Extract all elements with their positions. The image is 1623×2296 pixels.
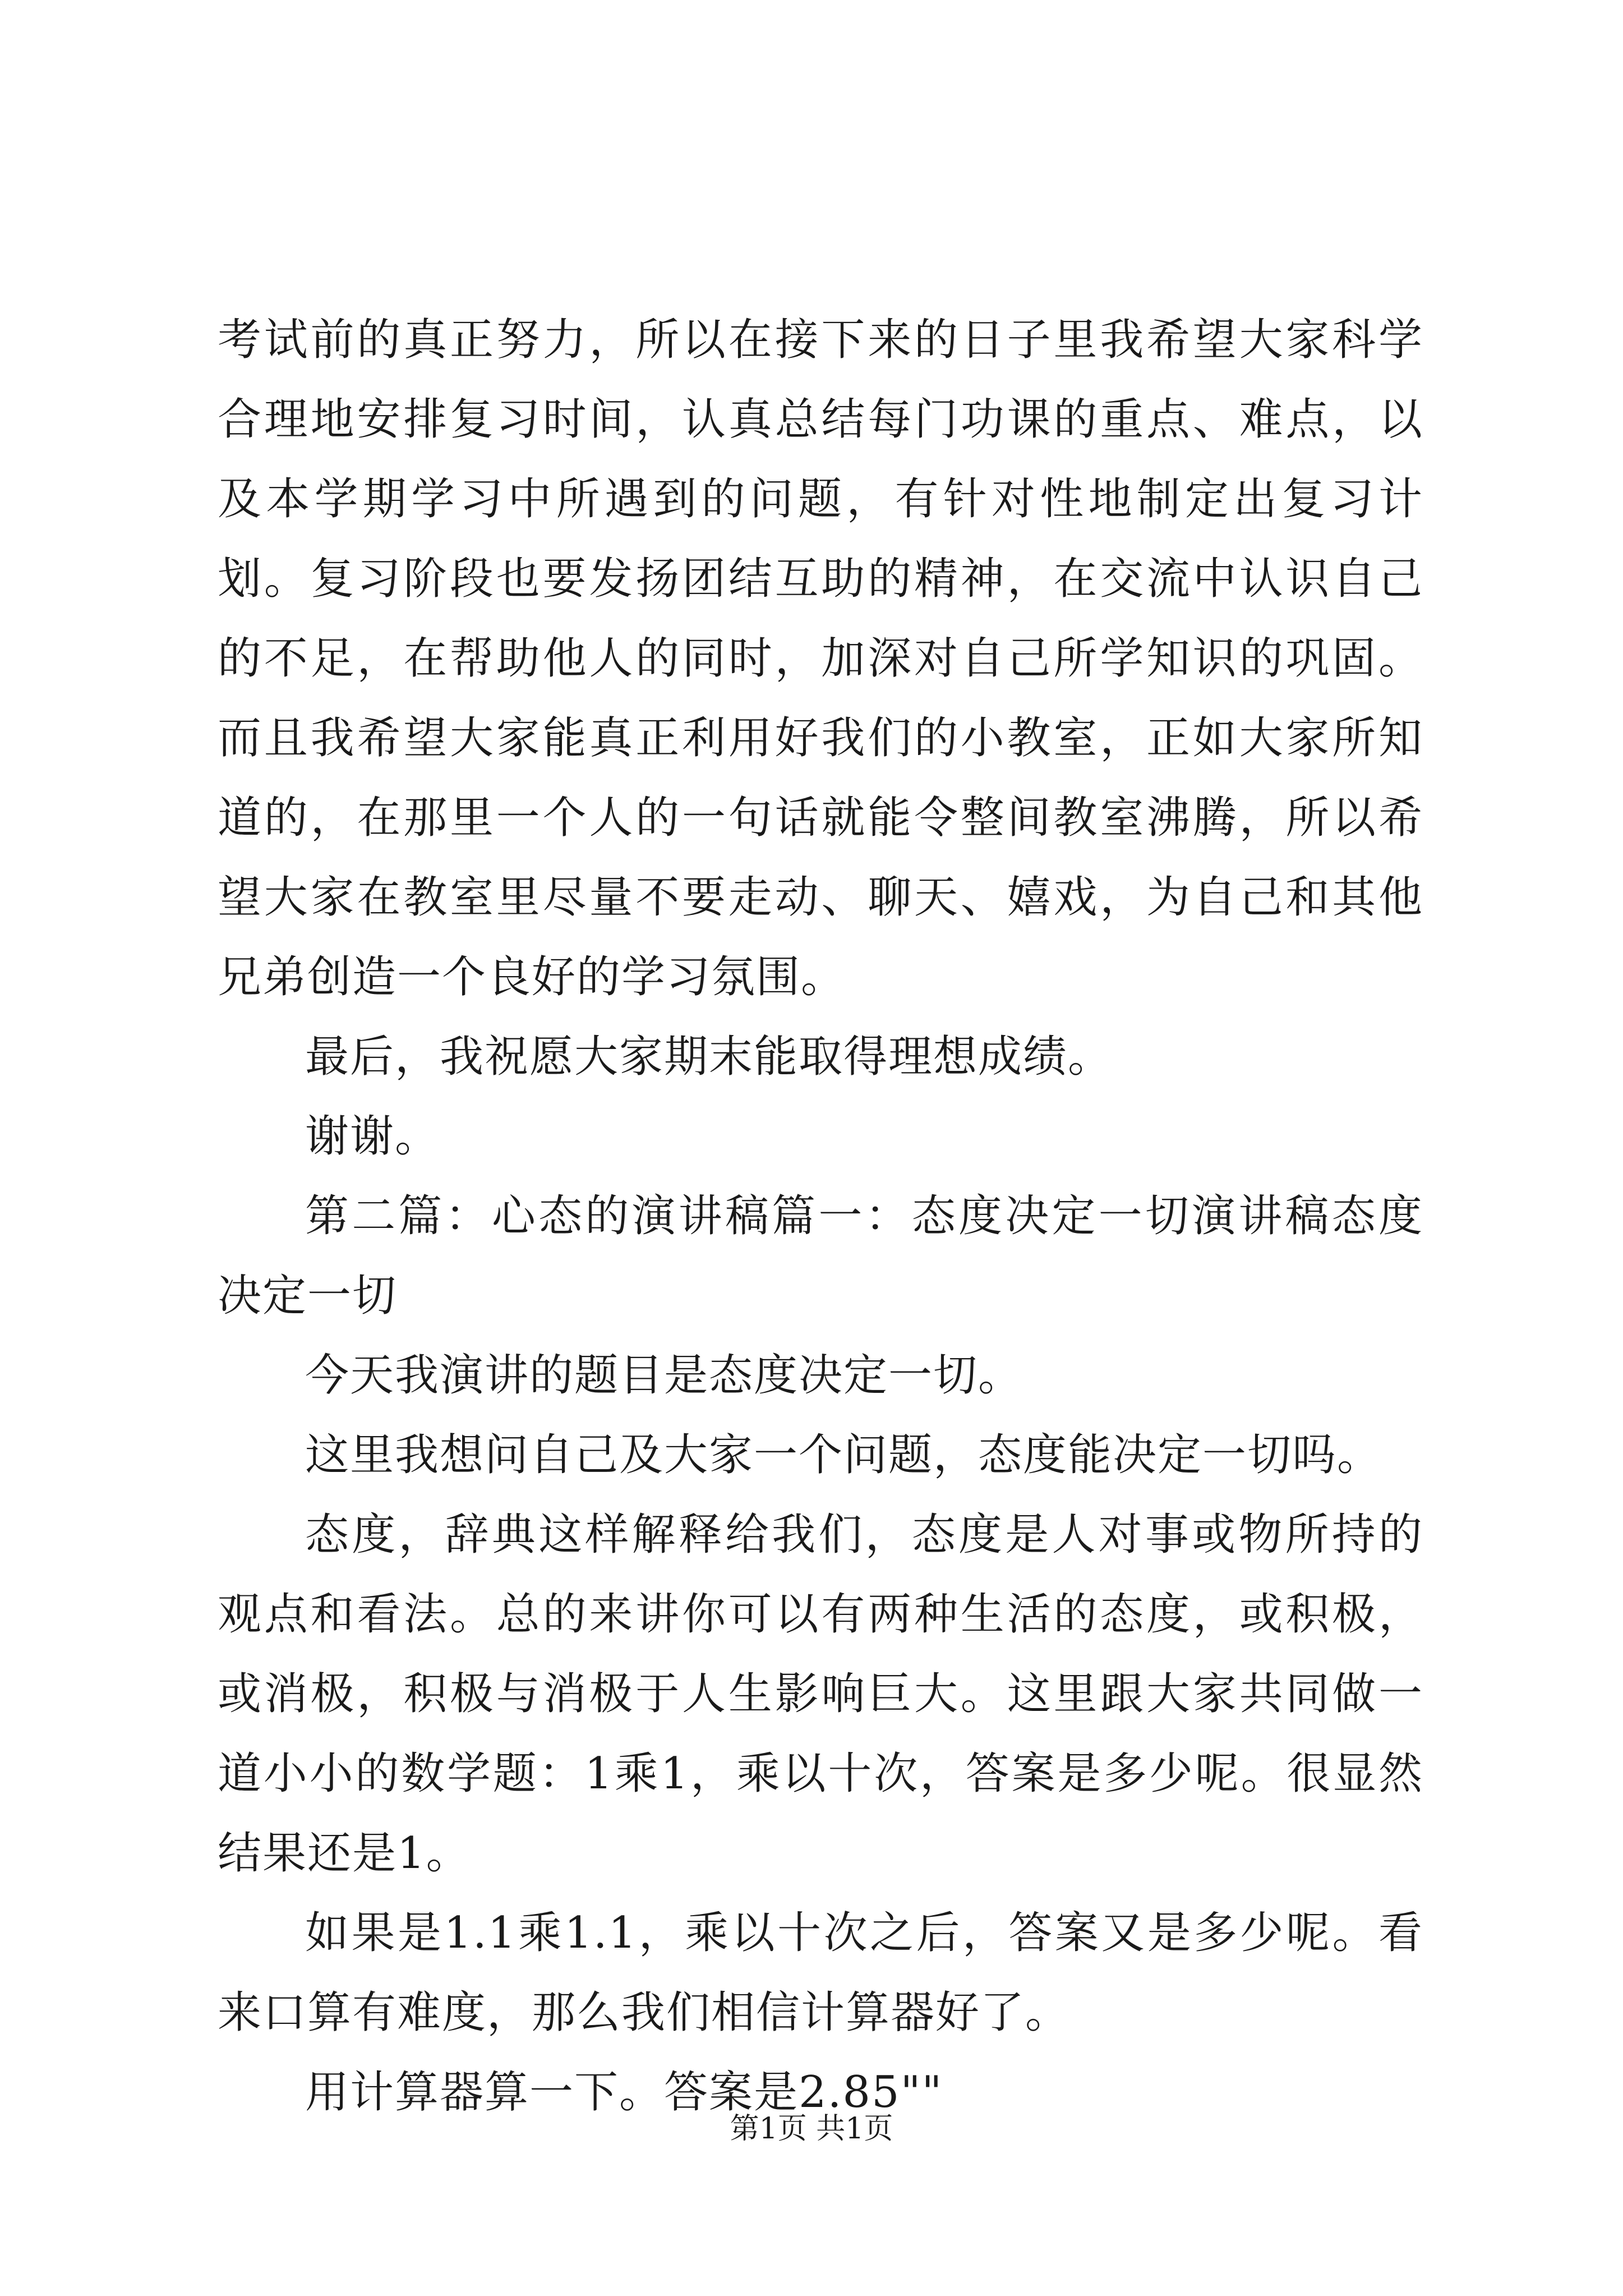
document-body	[218, 300, 1423, 2132]
paragraph-thanks: 谢谢。	[305, 1111, 440, 1162]
paragraph-closing-wish: 最后，我祝愿大家期末能取得理想成绩。	[305, 1032, 1113, 1082]
paragraph-question: 这里我想问自己及大家一个问题，态度能决定一切吗。	[305, 1430, 1382, 1480]
paragraph-calculator: 用计算器算一下。答案是2.85""	[305, 2067, 943, 2118]
section-heading-part-two: 第二篇：心态的演讲稿篇一：态度决定一切演讲稿态度决定一切	[218, 1191, 1423, 1321]
paragraph-continuation: 考试前的真正努力，所以在接下来的日子里我希望大家科学合理地安排复习时间，认真总结每门功课的重点、难点，以及本学期学习中所遇到的问题，有针对性地制定出复习计划。复习阶段也要发扬团结互助的精神，在交流中认识自己的不足，在帮助他人的同时，加深对自己所学知识的巩固。而且我希望大家能真正利用好我们的小教室，正如大家所知道的，在那里一个人的一句话就能令整间教室沸腾，所以希望大家在教室里尽量不要走动、聊天、嬉戏，为自己和其他兄弟创造一个良好的学习氛围。	[218, 315, 1423, 1002]
paragraph-math-example: 如果是1.1乘1.1，乘以十次之后，答案又是多少呢。看来口算有难度，那么我们相信计算器好了。	[218, 1908, 1423, 2038]
paragraph-speech-topic: 今天我演讲的题目是态度决定一切。	[305, 1350, 1023, 1401]
paragraph-attitude-definition: 态度，辞典这样解释给我们，态度是人对事或物所持的观点和看法。总的来讲你可以有两种生活的态度，或积极，或消极，积极与消极于人生影响巨大。这里跟大家共同做一道小小的数学题：1乘1，乘以十次，答案是多少呢。很显然结果还是1。	[218, 1510, 1423, 1879]
page-footer: 第1页 共1页	[730, 2112, 893, 2146]
